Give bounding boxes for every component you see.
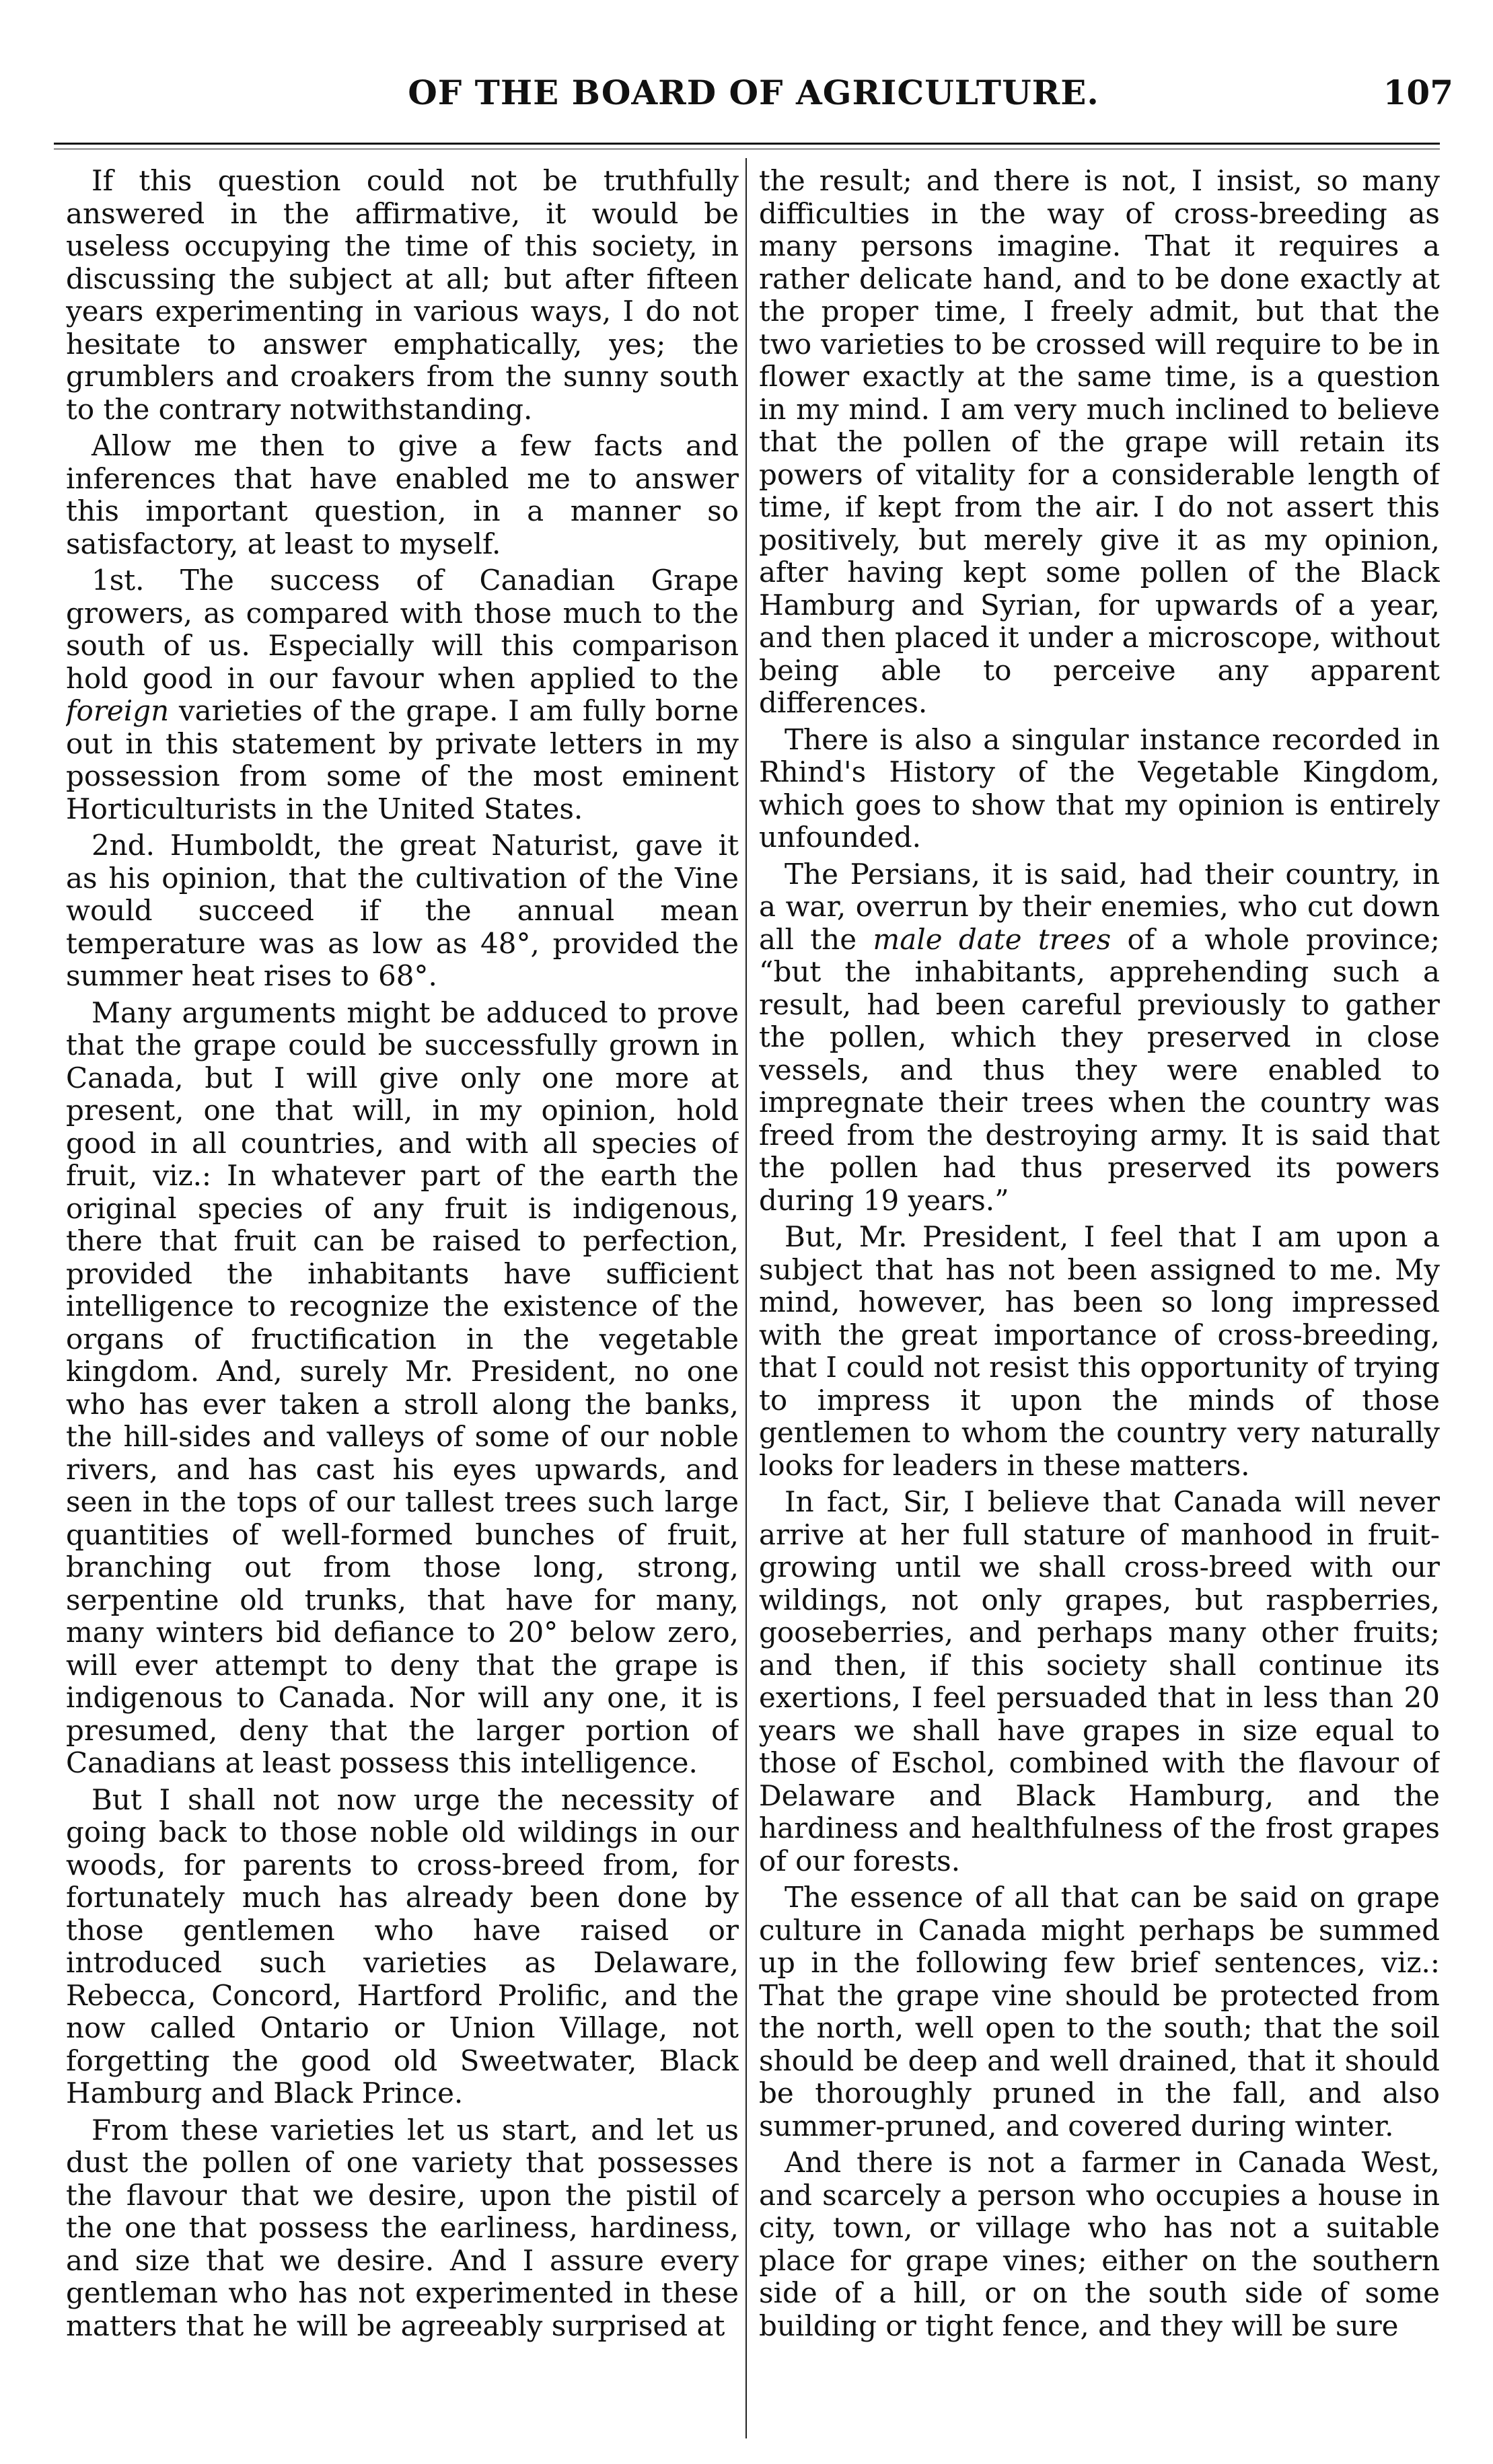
text-span: varieties of the grape. I am fully borne out in this statement by private letters in my possession from some of the most eminent Horticulturists in the United States. (66, 694, 739, 825)
paragraph-essence: The essence of all that can be said on grape culture in Canada might perhaps be summed up in the following few brief sentences, viz.: That the grape vine should be protected from the north, well open to the south; that the soil should be deep and well drained, that it should be thoroughly pruned in the fall, and also summer-pruned, and covered during winter. (759, 1881, 1440, 2142)
paragraph-rhind: There is also a singular instance recorded in Rhind's History of the Vegetable Kingdom, which goes to show that my opinion is entirely unfounded. (759, 722, 1440, 854)
right-column (759, 165, 1440, 2438)
italic-male-date-trees: male date trees (873, 922, 1112, 956)
paragraph-arguments: Many arguments might be adduced to prove that the grape could be successfully grown in Canada, but I will give only one more at present, one that will, in my opinion, hold good in all countries, and with all species of fruit, viz.: In whatever part of the earth the original species of any fruit is indigenous, there that fruit can be raised to perfection, provided the inhabitants have sufficient intelligence to recognize the existence of the organs of fructification in the vegetable kingdom. And, surely Mr. President, no one who has ever taken a stroll along the banks, the hill-sides and valleys of some of our noble rivers, and has cast his eyes upwards, and seen in the tops of our tallest trees such large quantities of well-formed bunches of fruit, branching out from those long, strong, serpentine old trunks, that have for many, many winters bid defiance to 20° below zero, will ever attempt to deny that the grape is indigenous to Canada. Nor will any one, it is presumed, deny that the larger portion of Canadians at least possess this intelligence. (66, 996, 739, 1779)
text-span: 1st. The success of Canadian Grape growers, as compared with those much to the south of us. Especially will this comparison hold good in our favour when applied to the (66, 564, 739, 695)
paragraph-result: the result; and there is not, I insist, so many difficulties in the way of cross-breeding as many persons imagine. That it requires a rather delicate hand, and to be done exactly at the proper time, I freely admit, but that the two varieties to be crossed will require to be in flower exactly at the same time, is a question in my mind. I am very much inclined to believe that the pollen of the grape will retain its powers of vitality for a considerable length of time, if kept from the air. I do not assert this positively, but merely give it as my opinion, after having kept some pollen of the Black Hamburg and Syrian, for upwards of a year, and then placed it under a microscope, without being able to perceive any apparent differences. (759, 165, 1440, 719)
header-rule (54, 143, 1440, 149)
paragraph-question: If this question could not be truthfully answered in the affirmative, it would be useless occupying the time of this society, in discussing the subject at all; but after fifteen years experimenting in various ways, I do not hesitate to answer emphatically, yes; the grumblers and croakers from the sunny south to the contrary notwithstanding. (66, 165, 739, 426)
paragraph-president: But, Mr. President, I feel that I am upon a subject that has not been assigned to me. My mind, however, has been so long impressed with the great importance of cross-breeding, that I could not resist this opportunity of trying to impress it upon the minds of those gentlemen to whom the country very naturally looks for leaders in these matters. (759, 1220, 1440, 1482)
paragraph-farmer: And there is not a farmer in Canada West, and scarcely a person who occupies a house in city, town, or village who has not a suitable place for grape vines; either on the southern side of a hill, or on the south side of some building or tight fence, and they will be sure (759, 2146, 1440, 2342)
running-title: OF THE BOARD OF AGRICULTURE. (408, 73, 1099, 112)
paragraph-second-point: 2nd. Humboldt, the great Naturist, gave it as his opinion, that the cultivation of the Vine would succeed if the annual mean temperature was as low as 48°, provided the summer heat rises to 68°. (66, 829, 739, 992)
paragraph-varieties: From these varieties let us start, and let us dust the pollen of one variety that possesses the flavour that we desire, upon the pistil of the one that possess the earliness, hardiness, and size that we desire. And I assure every gentleman who has not experimented in these matters that he will be agreeably surprised at (66, 2113, 739, 2342)
paragraph-wildings: But I shall not now urge the necessity of going back to those noble old wildings in our woods, for parents to cross-breed from, for fortunately much has already been done by those gentlemen who have raised or introduced such varieties as Delaware, Rebecca, Concord, Hartford Prolific, and the now called Ontario or Union Village, not forgetting the good old Sweetwater, Black Hamburg and Black Prince. (66, 1783, 739, 2110)
paragraph-first-point (66, 564, 739, 825)
column-divider (745, 158, 747, 2438)
paragraph-persians (759, 858, 1440, 1218)
italic-foreign: foreign (66, 694, 170, 727)
page-header (54, 61, 1453, 135)
paragraph-facts: Allow me then to give a few facts and inferences that have enabled me to answer this important question, in a manner so satisfactory, at least to myself. (66, 429, 739, 560)
paragraph-canada-fruit: In fact, Sir, I believe that Canada will never arrive at her full stature of manhood in fruit-growing until we shall cross-breed with our wildings, not only grapes, but raspberries, gooseberries, and perhaps many other fruits; and then, if this society shall continue its exertions, I feel persuaded that in less than 20 years we shall have grapes in size equal to those of Eschol, combined with the flavour of Delaware and Black Hamburg, and the hardiness and healthfulness of the frost grapes of our forests. (759, 1485, 1440, 1877)
text-span: of a whole province; “but the inhabitants, apprehending such a result, had been careful previously to gather the pollen, which they preserved in close vessels, and thus they were enabled to impregnate their trees when the country was freed from the destroying army. It is said that the pollen had thus preserved its powers during 19 years.” (759, 922, 1440, 1217)
left-column (66, 165, 739, 2438)
text-span: The Persians, it is said, had their country, in a war, overrun by their enemies, who cut down all the (759, 857, 1440, 956)
page-number: 107 (1383, 73, 1453, 112)
